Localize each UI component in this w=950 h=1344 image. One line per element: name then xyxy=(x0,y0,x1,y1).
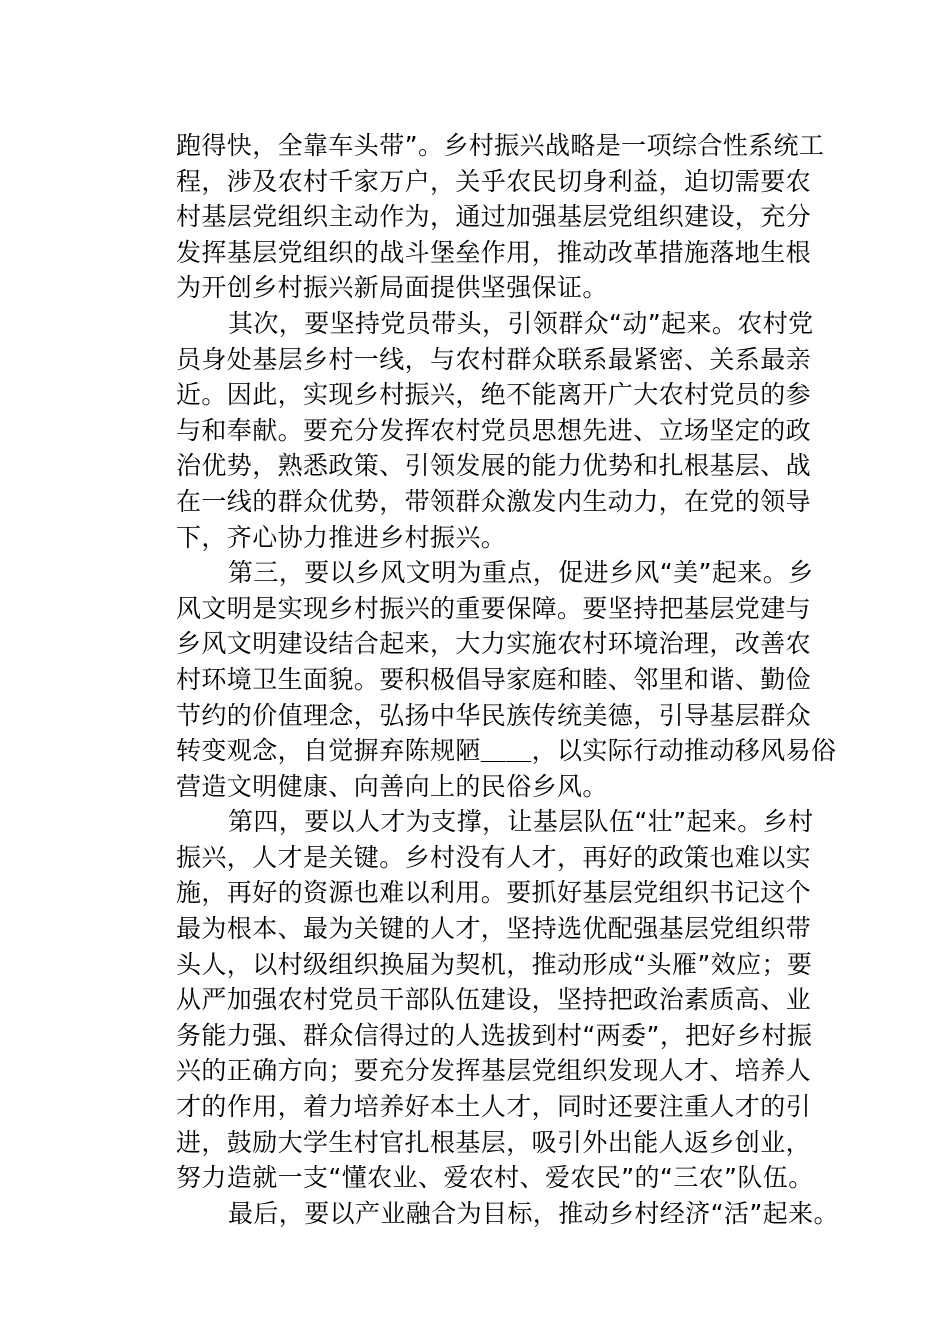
text-line: 为开创乡村振兴新局面提供坚强保证。 xyxy=(176,273,608,303)
text-line: 风文明是实现乡村振兴的重要保障。要坚持把基层党建与 xyxy=(176,593,812,623)
text-line: 发挥基层党组织的战斗堡垒作用，推动改革措施落地生根 xyxy=(176,237,812,267)
paragraph-first-line: 其次，要坚持党员带头，引领群众“动”起来。农村党 xyxy=(228,308,814,338)
text-line: 程，涉及农村千家万户，关乎农民切身利益，迫切需要农 xyxy=(176,166,812,196)
text-line: 与和奉献。要充分发挥农村党员思想先进、立场坚定的政 xyxy=(176,415,812,445)
text-line: 近。因此，实现乡村振兴，绝不能离开广大农村党员的参 xyxy=(176,380,812,410)
text-line: 下，齐心协力推进乡村振兴。 xyxy=(176,522,507,552)
text-line: 努力造就一支“懂农业、爱农村、爱农民”的“三农”队伍。 xyxy=(176,1163,814,1193)
text-line: 跑得快，全靠车头带”。乡村振兴战略是一项综合性系统工 xyxy=(176,131,825,160)
text-line: 兴的正确方向；要充分发挥基层党组织发现人才、培养人 xyxy=(176,1056,812,1086)
text-line: 在一线的群众优势，带领群众激发内生动力，在党的领导 xyxy=(176,486,812,516)
text-line: 务能力强、群众信得过的人选拔到村“两委”，把好乡村振 xyxy=(176,1020,813,1050)
text-line: 村环境卫生面貌。要积极倡导家庭和睦、邻里和谐、勤俭 xyxy=(176,664,812,694)
text-line: 节约的价值理念，弘扬中华民族传统美德，引导基层群众 xyxy=(176,700,812,730)
text-line: 村基层党组织主动作为，通过加强基层党组织建设，充分 xyxy=(176,202,812,232)
text-line: 振兴，人才是关键。乡村没有人才，再好的政策也难以实 xyxy=(176,842,812,872)
text-line: 最为根本、最为关键的人才，坚持选优配强基层党组织带 xyxy=(176,914,812,944)
text-line: 进，鼓励大学生村官扎根基层，吸引外出能人返乡创业， xyxy=(176,1127,812,1157)
text-line: 头人，以村级组织换届为契机，推动形成“头雁”效应；要 xyxy=(176,949,813,979)
text-line: 转变观念，自觉摒弃陈规陋＿＿，以实际行动推动移风易俗 xyxy=(176,736,837,766)
text-line: 治优势，熟悉政策、引领发展的能力优势和扎根基层、战 xyxy=(176,451,812,481)
text-line: 施，再好的资源也难以利用。要抓好基层党组织书记这个 xyxy=(176,878,812,908)
body-text xyxy=(176,128,866,1231)
text-line: 员身处基层乡村一线，与农村群众联系最紧密、关系最亲 xyxy=(176,344,812,374)
paragraph-first-line: 第三，要以乡风文明为重点，促进乡风“美”起来。乡 xyxy=(228,558,814,588)
paragraph-first-line: 第四，要以人才为支撑，让基层队伍“壮”起来。乡村 xyxy=(228,807,814,837)
text-line: 乡风文明建设结合起来，大力实施农村环境治理，改善农 xyxy=(176,629,812,659)
text-line: 营造文明健康、向善向上的民俗乡风。 xyxy=(176,771,608,801)
text-line: 才的作用，着力培养好本土人才，同时还要注重人才的引 xyxy=(176,1092,812,1122)
paragraph-first-line: 最后，要以产业融合为目标，推动乡村经济“活”起来。 xyxy=(228,1198,839,1228)
text-line: 从严加强农村党员干部队伍建设，坚持把政治素质高、业 xyxy=(176,985,812,1015)
